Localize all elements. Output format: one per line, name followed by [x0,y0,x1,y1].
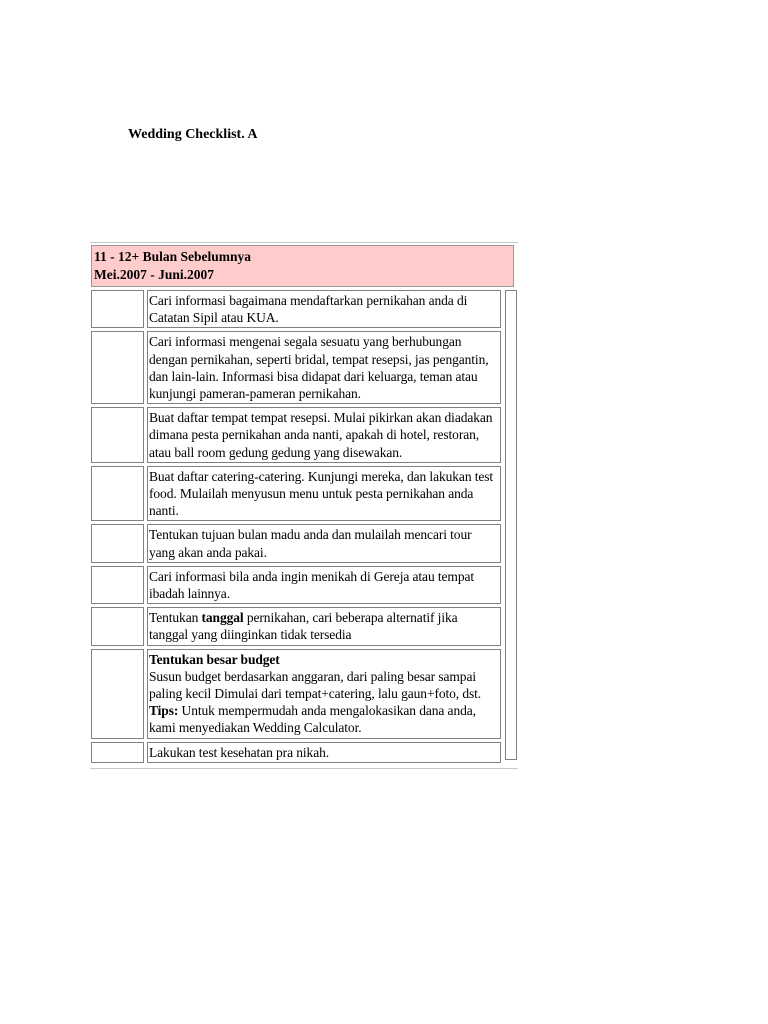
tips-label: Tips: [149,703,179,719]
checklist-row [91,407,518,463]
task-text: Lakukan test kesehatan pra nikah. [147,742,501,763]
checkbox-cell[interactable] [91,407,144,463]
task-text: Cari informasi bagaimana mendaftarkan pernikahan anda di Catatan Sipil atau KUA. [147,290,501,328]
task-body: Susun budget berdasarkan anggaran, dari paling besar sampai paling kecil Dimulai dari tempat+catering, lalu gaun+foto, dst. [149,668,482,702]
tips-text: Untuk mempermudah anda mengalokasikan dana anda, kami menyediakan Wedding Calculator. [149,703,476,736]
checklist-row [91,331,518,404]
checklist-row [91,607,518,645]
task-heading [149,651,499,668]
checkbox-cell[interactable] [91,607,144,645]
checkbox-cell[interactable] [91,649,144,739]
checkbox-cell[interactable] [91,331,144,404]
task-text: Buat daftar catering-catering. Kunjungi mereka, dan lakukan test food. Mulailah menyusun menu untuk pesta pernikahan anda nanti. [147,466,501,522]
checklist-row [91,742,518,763]
checklist-row [91,649,518,739]
checklist-row [91,524,518,562]
table-side-column [505,290,517,760]
task-text: Tentukan tujuan bulan madu anda dan mulailah mencari tour yang akan anda pakai. [147,524,501,562]
checklist-row [91,466,518,522]
task-text: Cari informasi bila anda ingin menikah di Gereja atau tempat ibadah lainnya. [147,566,501,604]
task-text [147,607,501,645]
checklist-table [90,242,518,769]
checkbox-cell[interactable] [91,566,144,604]
task-text: Buat daftar tempat tempat resepsi. Mulai pikirkan akan diadakan dimana pesta pernikahan anda nanti, apakah di hotel, restoran, atau ball room gedung gedung yang disewakan. [147,407,501,463]
checkbox-cell[interactable] [91,742,144,763]
section-header [91,245,514,287]
document-title: Wedding Checklist. A [128,127,258,142]
task-tips [149,702,499,736]
task-text-suffix: pernikahan, cari beberapa alternatif jika tanggal yang diinginkan tidak tersedia [149,610,458,643]
checkbox-cell[interactable] [91,466,144,522]
task-text-prefix: Tentukan [149,610,202,626]
checkbox-cell[interactable] [91,290,144,328]
task-heading-text: Tentukan besar budget [149,651,280,667]
section-heading-dates: Mei.2007 - Juni.2007 [94,267,214,282]
checkbox-cell[interactable] [91,524,144,562]
checklist-body [91,290,518,763]
checklist-row [91,566,518,604]
task-text [147,649,501,739]
section-heading-period: 11 - 12+ Bulan Sebelumnya [94,249,251,264]
checklist-row [91,290,518,328]
task-text-emphasis: tanggal [201,610,244,626]
task-text: Cari informasi mengenai segala sesuatu yang berhubungan dengan pernikahan, seperti bridal, tempat resepsi, jas pengantin, dan lain-lain. Informasi bisa didapat dari keluarga, teman atau kunjungi pameran-pameran pernikahan. [147,331,501,404]
